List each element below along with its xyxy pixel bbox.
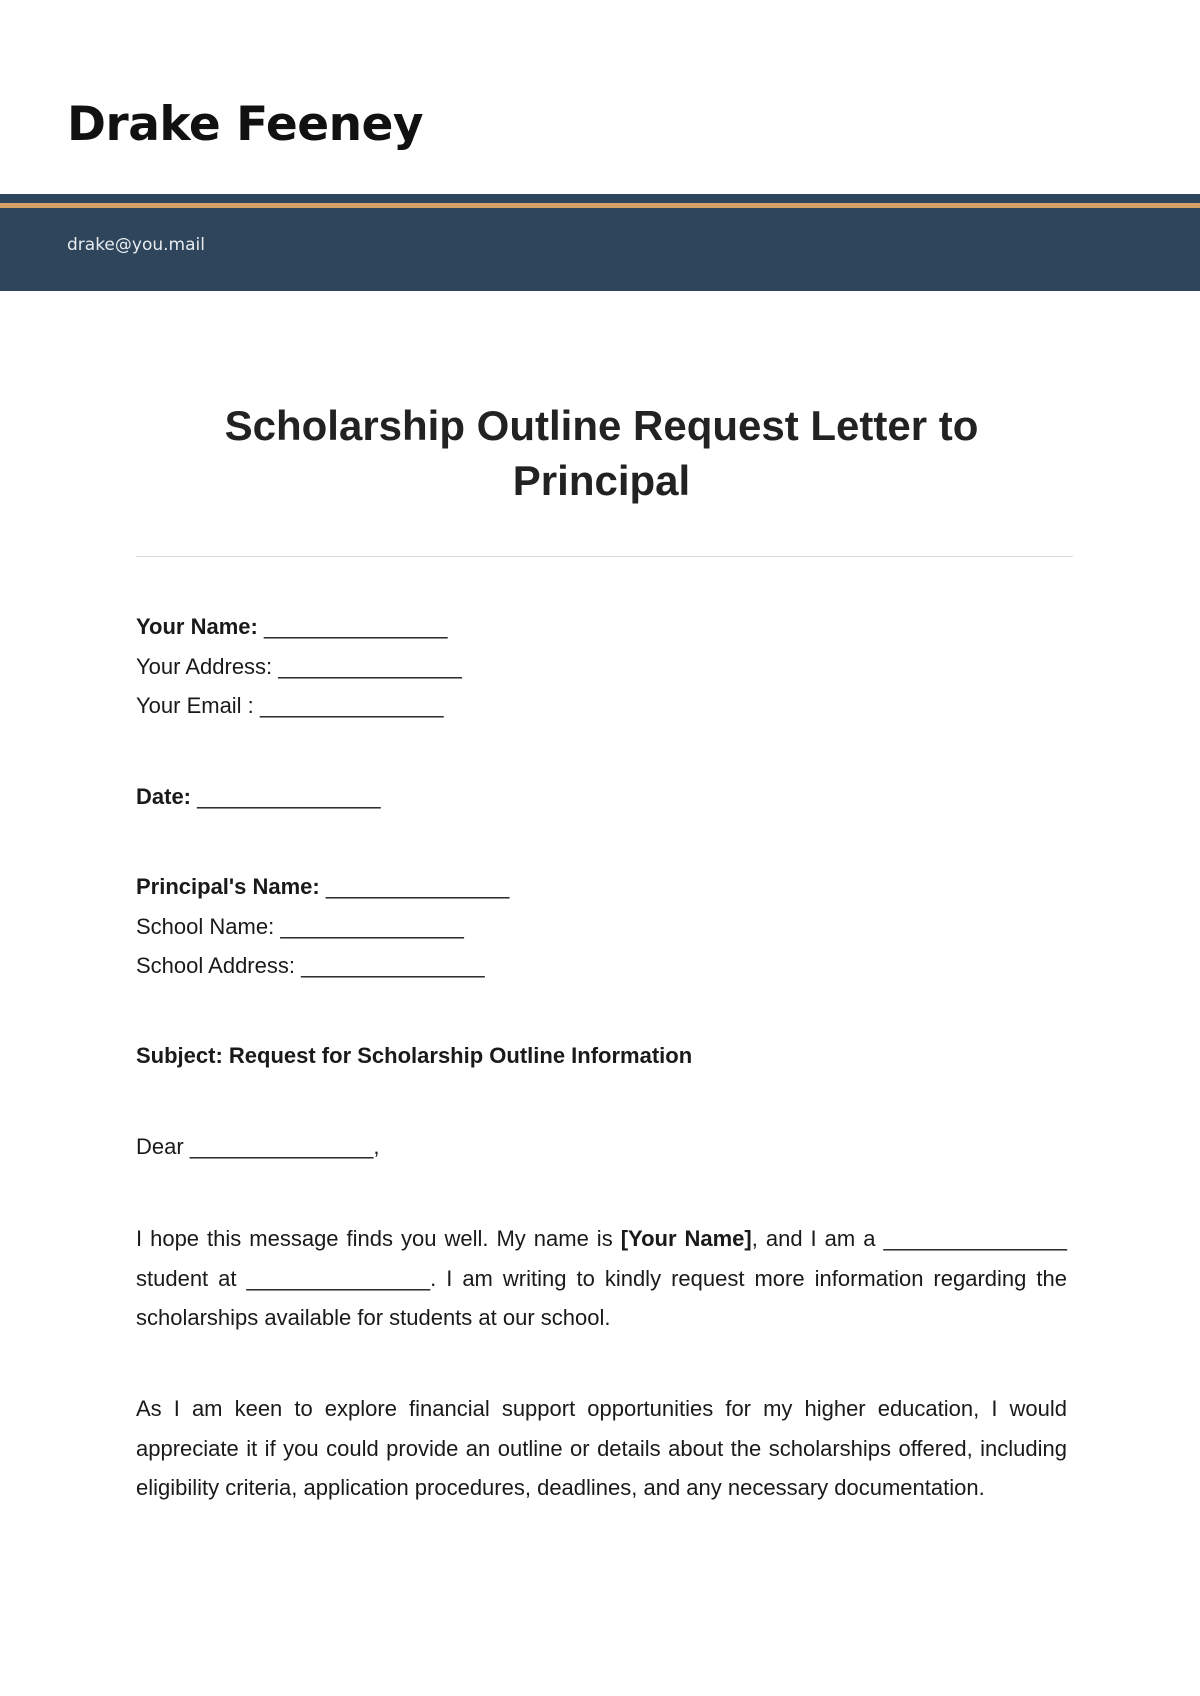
date-blank: _______________ bbox=[197, 784, 381, 809]
salutation-block bbox=[136, 1127, 1067, 1167]
subject-block bbox=[136, 1036, 1067, 1076]
your-name-placeholder: [Your Name] bbox=[620, 1226, 752, 1251]
date-label: Date: bbox=[136, 784, 192, 809]
p1-part2: , and I am a bbox=[751, 1226, 876, 1251]
your-name-blank: _______________ bbox=[263, 614, 448, 639]
subject-line: Subject: Request for Scholarship Outline Information bbox=[136, 1043, 693, 1068]
principal-name-blank: _______________ bbox=[325, 874, 510, 899]
salutation-suffix: , bbox=[373, 1134, 380, 1159]
date-block bbox=[136, 777, 1067, 817]
body-paragraph-1 bbox=[136, 1219, 1067, 1338]
school-name-blank: _______________ bbox=[280, 913, 464, 939]
p1-blank-2: _______________ bbox=[246, 1265, 431, 1291]
school-address-label: School Address: bbox=[136, 953, 295, 978]
school-address-line bbox=[136, 946, 1067, 986]
sender-email: drake@you.mail bbox=[67, 235, 205, 255]
principal-name-label: Principal's Name: bbox=[136, 874, 320, 899]
school-name-label: School Name: bbox=[136, 913, 275, 939]
your-address-blank: _______________ bbox=[278, 653, 462, 679]
your-address-label: Your Address: bbox=[136, 653, 273, 679]
p1-part1: I hope this message finds you well. My name is bbox=[136, 1226, 613, 1251]
salutation-line bbox=[136, 1127, 1067, 1167]
p1-blank-1: _______________ bbox=[883, 1226, 1067, 1251]
p1-part4: . I am writing to kindly request more information regarding the scholarships available for students at our school. bbox=[136, 1265, 1067, 1330]
sender-name: Drake Feeney bbox=[67, 97, 424, 152]
your-email-line bbox=[136, 686, 1067, 726]
your-email-blank: _______________ bbox=[259, 693, 444, 718]
document-title: Scholarship Outline Request Letter to Principal bbox=[224, 402, 979, 504]
header-accent-stripe bbox=[0, 203, 1200, 208]
body-paragraph-2: As I am keen to explore financial support opportunities for my higher education, I would appreciate it if you could provide an outline or details about the scholarships offered, including eligibility criteria, application procedures, deadlines, and any necessary documentation. bbox=[136, 1396, 1067, 1500]
recipient-info-block bbox=[136, 867, 1067, 986]
your-email-label: Your Email : bbox=[136, 693, 254, 718]
principal-name-line bbox=[136, 867, 1067, 907]
date-line bbox=[136, 777, 1067, 817]
salutation-prefix: Dear bbox=[136, 1134, 184, 1159]
header-band bbox=[0, 194, 1200, 291]
your-address-line bbox=[136, 647, 1067, 687]
salutation-blank: _______________ bbox=[189, 1134, 374, 1159]
school-address-blank: _______________ bbox=[301, 953, 485, 978]
your-name-line bbox=[136, 607, 1067, 647]
school-name-line bbox=[136, 907, 1067, 947]
p1-part3: student at bbox=[136, 1265, 237, 1291]
title-divider bbox=[136, 556, 1073, 557]
sender-info-block bbox=[136, 607, 1067, 726]
your-name-label: Your Name: bbox=[136, 614, 258, 639]
